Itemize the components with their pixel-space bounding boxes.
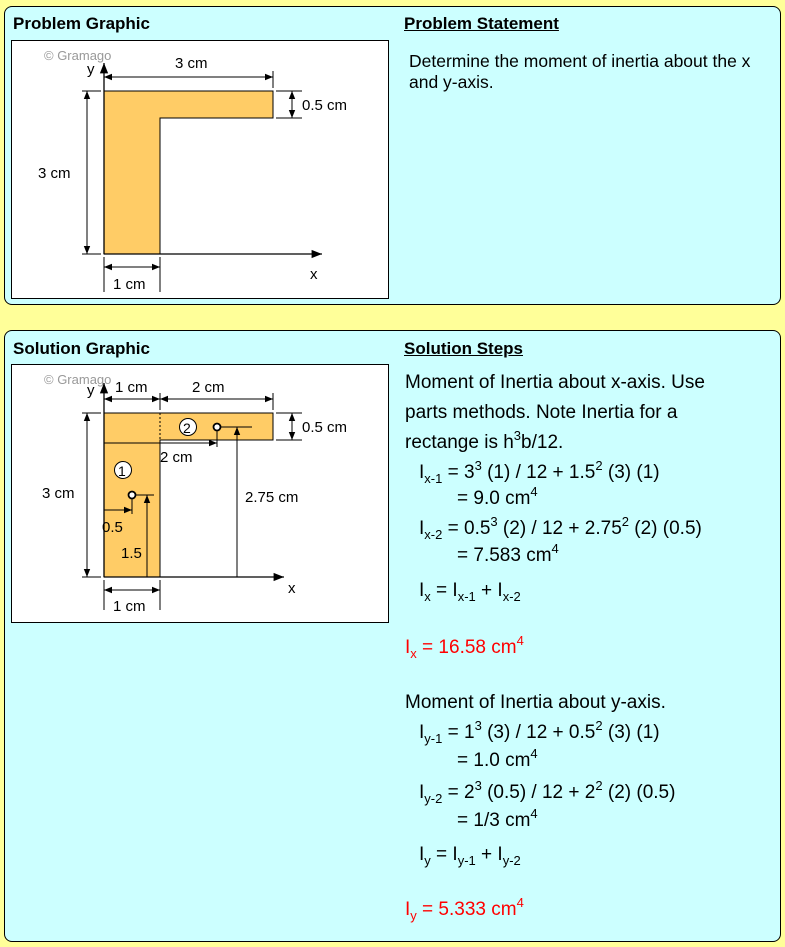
height-label: 3 cm [38,165,71,182]
watermark: © Gramago [44,48,112,63]
iy1-result: = 1.0 $cm^4$ [457,746,538,771]
ix-sum: $I_x = I_{x-1} + I_{x-2}$ [419,580,521,604]
centroid2-icon [214,424,221,431]
solution-graphic [11,364,389,623]
solution-graphic-title: Solution Graphic [13,339,150,358]
bottom-width-label: 1 cm [113,598,146,615]
y-axis-title: Moment of Inertia about y-axis. [405,692,666,713]
ix1-result: = 9.0 $cm^4$ [457,484,538,509]
cx2-label: 2 cm [160,449,193,466]
iy-sum: $I_y = I_{y-1} + I_{y-2}$ [419,844,521,868]
problem-graphic-title: Problem Graphic [13,14,150,33]
cx1-label: 0.5 [102,519,123,536]
ix2-result: = 7.583 $cm^4$ [457,541,559,566]
problem-graphic [11,40,389,299]
intro-line-3: rectange is $h^3b/12$. [405,428,564,453]
l-shape [104,91,273,254]
solution-steps-title: Solution Steps [404,339,523,358]
intro-line-2: parts methods. Note Inertia for a [405,402,678,423]
top-width-label: 3 cm [175,55,208,72]
y-axis-label: y [87,382,95,399]
x-axis-label: x [288,580,296,597]
y-axis-label: y [87,61,95,78]
solution-diagram [12,365,388,622]
iy1-equation: $I_{y-1} = 1^3$ $(3) / 12 + 0.5^2$ (3) (1) [419,718,660,746]
ix1-equation: $I_{x-1} = 3^3$ $(1) / 12 + 1.5^2$ (3) (1) [419,458,660,486]
watermark: © Gramago [44,372,112,387]
iy2-result: = 1/3 $cm^4$ [457,806,538,831]
height-label: 3 cm [42,485,75,502]
intro-line-1: Moment of Inertia about x-axis. Use [405,372,705,393]
bottom-width-label: 1 cm [113,276,146,293]
iy2-equation: $I_{y-2} = 2^3$ $(0.5) / 12 + 2^2$ (2) (0.5) [419,778,676,806]
part1-label: 1 [118,463,126,479]
part2-label: 2 [183,420,191,436]
ix-result: $I_x = 16.58$ $cm^4$ [405,633,524,661]
centroid1-icon [129,492,136,499]
w1-label: 1 cm [115,379,148,396]
thickness-label: 0.5 cm [302,419,348,436]
problem-statement-title: Problem Statement [404,14,559,33]
cy2-label: 2.75 cm [245,489,299,506]
x-axis-label: x [310,266,318,283]
problem-panel [4,6,781,305]
ix2-equation: $I_{x-2} = 0.5^3$ $(2) / 12 + 2.75^2$ (2) (0.5) [419,514,702,542]
w2-label: 2 cm [192,379,225,396]
problem-diagram [12,41,388,298]
cy1-label: 1.5 [121,545,142,562]
solution-panel [4,330,781,942]
iy-result: $I_y = 5.333$ $cm^4$ [405,895,524,923]
thickness-label: 0.5 cm [302,97,348,114]
problem-statement-text: Determine the moment of inertia about the x and y-axis. [409,51,751,92]
